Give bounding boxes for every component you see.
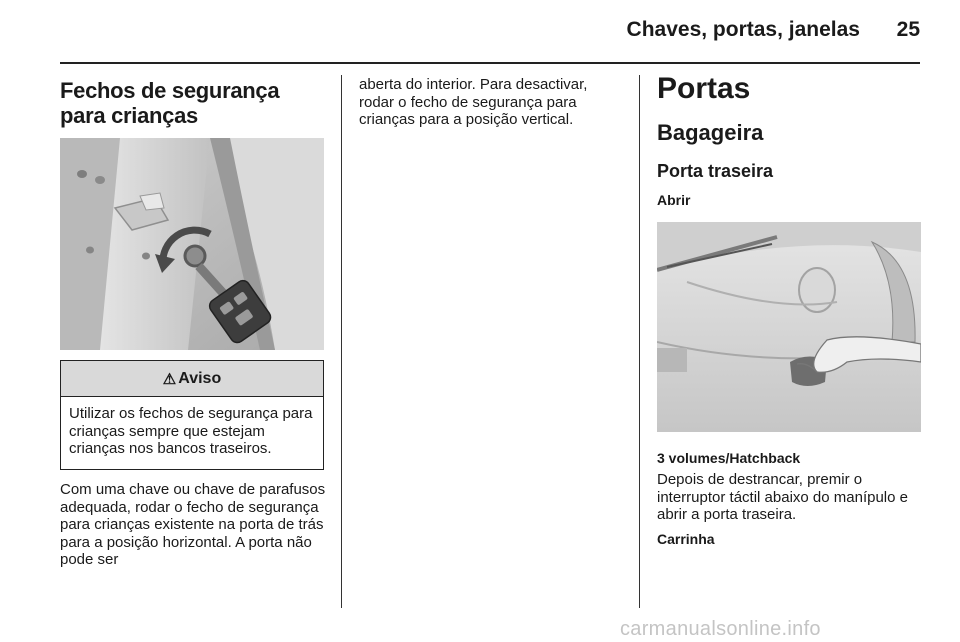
tailgate-opening-illustration (657, 222, 921, 432)
subsection-heading-tailgate: Porta traseira (657, 161, 774, 181)
column-middle (359, 76, 624, 129)
warning-triangle-icon: ⚠ (162, 370, 177, 388)
child-lock-paragraph: Com uma chave ou chave de parafusos adequada, rodar o fecho de segurança para crianças existente na porta de trás para a posição horizontal. A porta não pode ser (60, 481, 326, 568)
warning-title: Aviso (178, 369, 222, 387)
hatchback-paragraph: Depois de destrancar, premir o interruptor táctil abaixo do manípulo e abrir a porta traseira. (657, 471, 908, 523)
heading-opening: Abrir (657, 192, 691, 208)
warning-header (61, 361, 323, 397)
child-lock-key-illustration (60, 138, 324, 350)
watermark: carmanualsonline.info (620, 618, 821, 640)
warning-text: Utilizar os fechos de segurança para crianças sempre que estejam crianças nos bancos traseiros. (69, 405, 313, 457)
section-heading-luggage: Bagageira (657, 120, 764, 145)
header-rule (60, 62, 920, 64)
child-lock-paragraph-continued: aberta do interior. Para desactivar, rodar o fecho de segurança para crianças para a posição vertical. (359, 76, 588, 128)
heading-hatchback: 3 volumes/Hatchback (657, 450, 801, 466)
section-heading-child-locks: Fechos de segurança para crianças (60, 78, 280, 128)
column-divider-left (341, 75, 342, 608)
chapter-heading-doors: Portas (657, 72, 751, 105)
column-left (60, 78, 324, 350)
column-divider-right (639, 75, 640, 608)
running-header-title: Chaves, portas, janelas (626, 18, 860, 41)
page-number: 25 (896, 18, 920, 41)
heading-estate: Carrinha (657, 530, 715, 547)
column-right (657, 72, 921, 548)
warning-box (60, 360, 324, 470)
